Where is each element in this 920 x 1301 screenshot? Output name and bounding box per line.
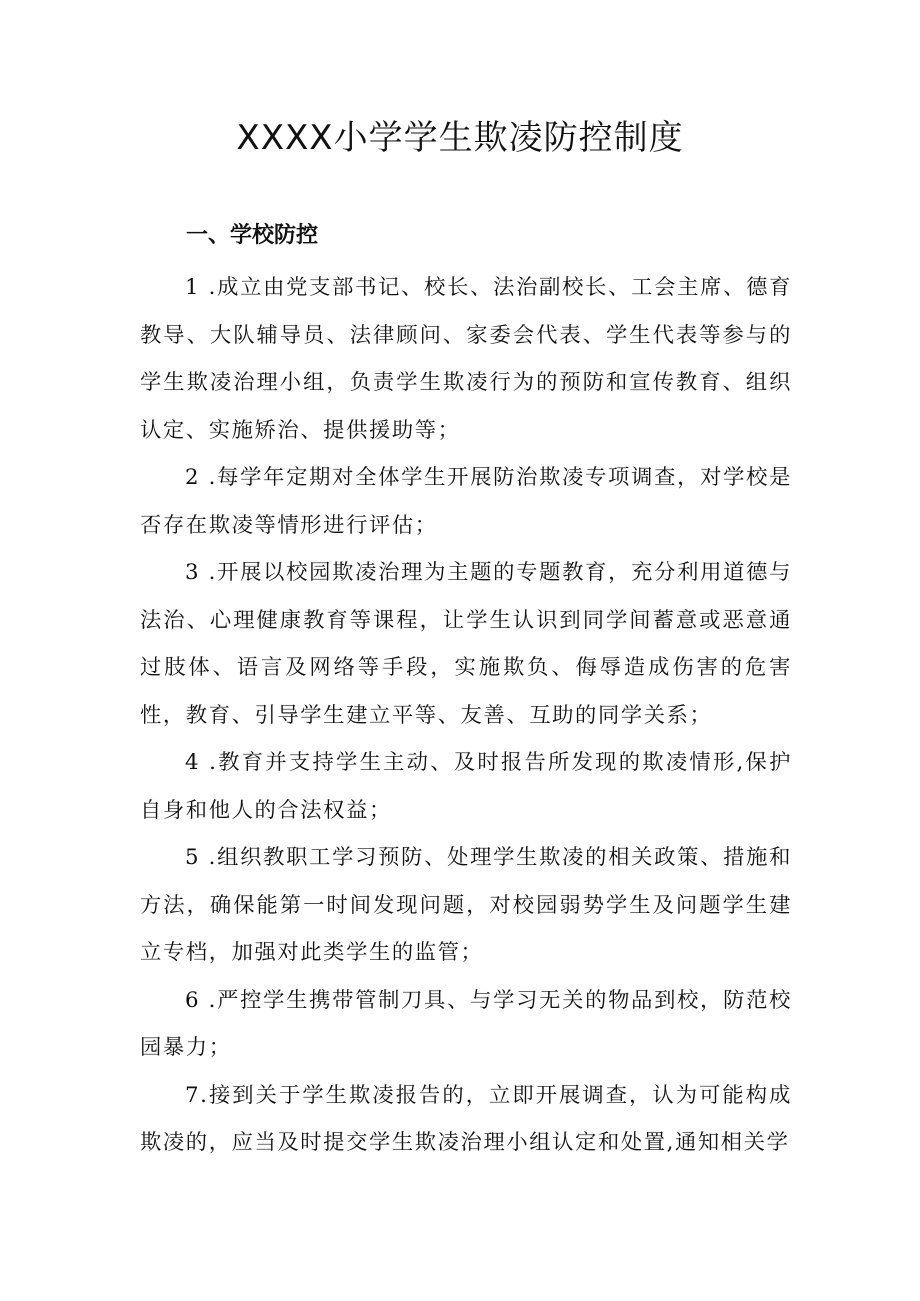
- document-title: XXXX小学学生欺凌防控制度: [236, 118, 684, 158]
- paragraph-item-6: 6 .严控学生携带管制刀具、与学习无关的物品到校，防范校园暴力；: [140, 987, 792, 1060]
- paragraph-item-1: 1 .成立由党支部书记、校长、法治副校长、工会主席、德育教导、大队辅导员、法律顾问、家委会代表、学生代表等参与的学生欺凌治理小组，负责学生欺凌行为的预防和宣传教育、组织认定、实施矫治、提供援助等；: [140, 275, 792, 443]
- paragraph-item-3: 3 .开展以校园欺凌治理为主题的专题教育，充分利用道德与法治、心理健康教育等课程，让学生认识到同学间蓄意或恶意通过肢体、语言及网络等手段，实施欺负、侮辱造成伤害的危害性，教育、引导学生建立平等、友善、互助的同学关系；: [140, 560, 792, 728]
- paragraph-item-5: 5 .组织教职工学习预防、处理学生欺凌的相关政策、措施和方法，确保能第一时间发现问题，对校园弱势学生及问题学生建立专档，加强对此类学生的监管；: [140, 845, 792, 965]
- section-heading: 一、学校防控: [186, 223, 319, 248]
- section-body: [140, 264, 792, 1167]
- paragraph-item-2: 2 .每学年定期对全体学生开展防治欺凌专项调查，对学校是否存在欺凌等情形进行评估；: [140, 465, 792, 538]
- paragraph-item-4: 4 .教育并支持学生主动、及时报告所发现的欺凌情形,保护自身和他人的合法权益；: [140, 750, 792, 823]
- paragraph-item-7: 7.接到关于学生欺凌报告的，立即开展调查，认为可能构成欺凌的，应当及时提交学生欺凌治理小组认定和处置,通知相关学: [140, 1082, 792, 1155]
